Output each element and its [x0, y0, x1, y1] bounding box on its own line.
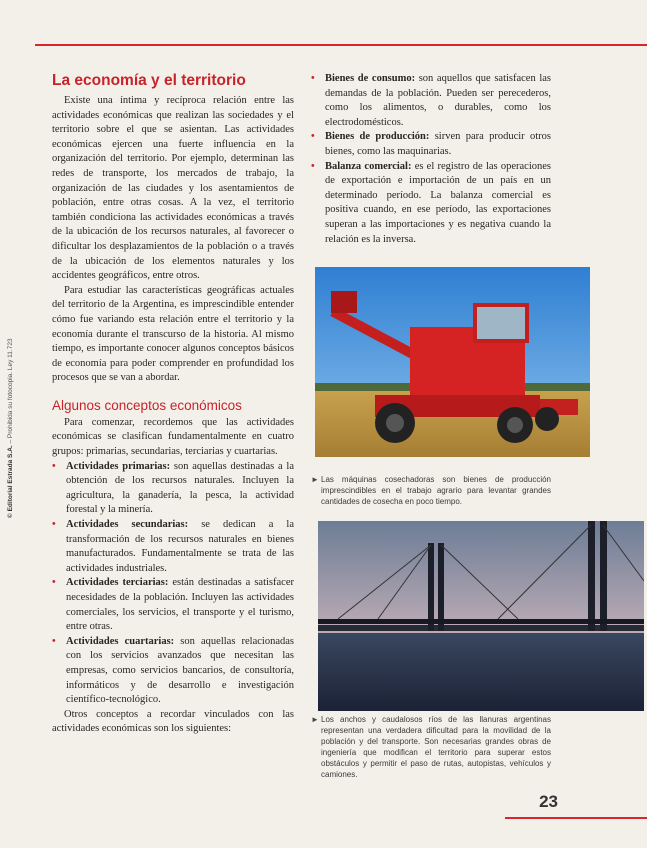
list-item-capital-goods: [311, 130, 551, 159]
copyright-note: [7, 338, 14, 518]
list-item-primary: [52, 460, 294, 518]
text-trade-balance: es el registro de las operaciones de exportación e importación de un país en un determinado período. La balanza comercial es positiva cuando, en ese período, las exportaciones superan a las importaciones y es negativa cuando la relación es la inversa.: [325, 160, 552, 245]
list-item-tertiary: [52, 576, 294, 634]
copyright-brand: © Editorial Estrada S.A.: [7, 445, 14, 518]
term-secondary: Actividades secundarias:: [66, 519, 189, 531]
term-capital-goods: Bienes de producción:: [325, 131, 430, 143]
text-primary: son aquellas destinadas a la obtención de los recursos naturales. Incluyen la agricultura, la ganadería, la pesca, la actividad forestal y la minería.: [66, 460, 294, 516]
paragraph-intro: Para comenzar, recordemos que las actividades económicas se clasifican fundamentalmente en cuatro grupos: primarias, secundarias, terciarias y cuartarias.: [52, 416, 294, 458]
bridge-caption: [311, 714, 551, 780]
harvester-photo: [315, 267, 590, 457]
list-item-secondary: [52, 518, 294, 576]
bridge-photo: [318, 521, 644, 711]
paragraph-outro: Otros conceptos a recordar vinculados con las actividades económicas son los siguientes:: [52, 708, 294, 735]
copyright-text: – Prohibida su fotocopia. Ley 11.723: [7, 338, 14, 446]
caption-arrow-icon: ►: [311, 715, 319, 724]
list-item-consumer-goods: [311, 72, 551, 130]
bridge-caption-text: Los anchos y caudalosos ríos de las llanuras argentinas representan una verdadera dificultad para la movilidad de la población y del transporte. Son necesarias grandes obras de ingeniería que modifican el territorio para superar estos obstáculos y permitir el paso de rutas, autopistas, vehículos y camiones.: [321, 715, 551, 779]
activities-list: [52, 460, 294, 708]
caption-arrow-icon: ►: [311, 475, 319, 484]
list-item-trade-balance: [311, 160, 551, 248]
concepts-list: [311, 72, 551, 247]
right-column: [311, 72, 551, 247]
paragraph-relationship: Existe una íntima y recíproca relación entre las actividades económicas que realizan las sociedades y el territorio sobre el que se asientan. Las actividades económicas ejercen una fuerte influencia en la organización del territorio. Por ejemplo, determinan las redes de transporte, los mercados de trabajo, la organización de las ciudades y los asentamientos de población, entre otras cosas. A la vez, el territorio también condiciona las actividades económicas a través de la ubicación de los recursos naturales, al favorecer o dificultar los desplazamientos de la población o a través de la ubicación de los elementos naturales y los accidentes geográficos, entre otros.: [52, 95, 294, 282]
term-trade-balance: Balanza comercial:: [325, 160, 412, 172]
term-tertiary: Actividades terciarias:: [66, 577, 169, 589]
term-primary: Actividades primarias:: [66, 460, 171, 472]
text-secondary: se dedican a la transformación de los recursos naturales en bienes manufacturados. Fundamentalmente se trata de las actividades industriales.: [66, 519, 294, 574]
page-number: 23: [539, 792, 558, 811]
left-column: [52, 72, 294, 737]
text-capital-goods: sirven para producir otros bienes, como las maquinarias.: [325, 131, 551, 157]
text-consumer-goods: son aquellos que satisfacen las demandas de la población. Pueden ser perecederos, como los alimentos, o durables, como los electrodomésticos.: [325, 73, 552, 128]
section-title-economy-territory: La economía y el territorio: [52, 72, 246, 89]
text-quaternary: son aquellas relacionadas con los servicios avanzados que necesitan las empresas, como servicios bancarios, de consultoría, informáticos y de desarrollo e investigación científico-tecnológico.: [66, 635, 294, 706]
harvester-caption: [311, 474, 551, 507]
term-quaternary: Actividades cuartarias:: [66, 635, 175, 647]
text-tertiary: están destinadas a satisfacer necesidades de la población. Incluyen las actividades comerciales, los servicios, el transporte y el turismo, entre otras.: [66, 577, 294, 633]
term-consumer-goods: Bienes de consumo:: [325, 73, 416, 84]
harvester-caption-text: Las máquinas cosechadoras son bienes de producción imprescindibles en el trabajo agrario para levantar grandes cantidades de cosecha en poco tiempo.: [321, 475, 551, 506]
section-title-economic-concepts: Algunos conceptos económicos: [52, 397, 242, 413]
list-item-quaternary: [52, 635, 294, 708]
top-rule: [35, 44, 647, 46]
bottom-rule: [505, 817, 647, 819]
paragraph-study: Para estudiar las características geográficas actuales del territorio de la Argentina, es imprescindible entender cómo fue variando esta relación entre el territorio y la economía durante el transcurso de la historia. Al mismo tiempo, es importante conocer algunos conceptos básicos de economía para poder comprender en profundidad los procesos que se van a abordar.: [52, 284, 294, 384]
